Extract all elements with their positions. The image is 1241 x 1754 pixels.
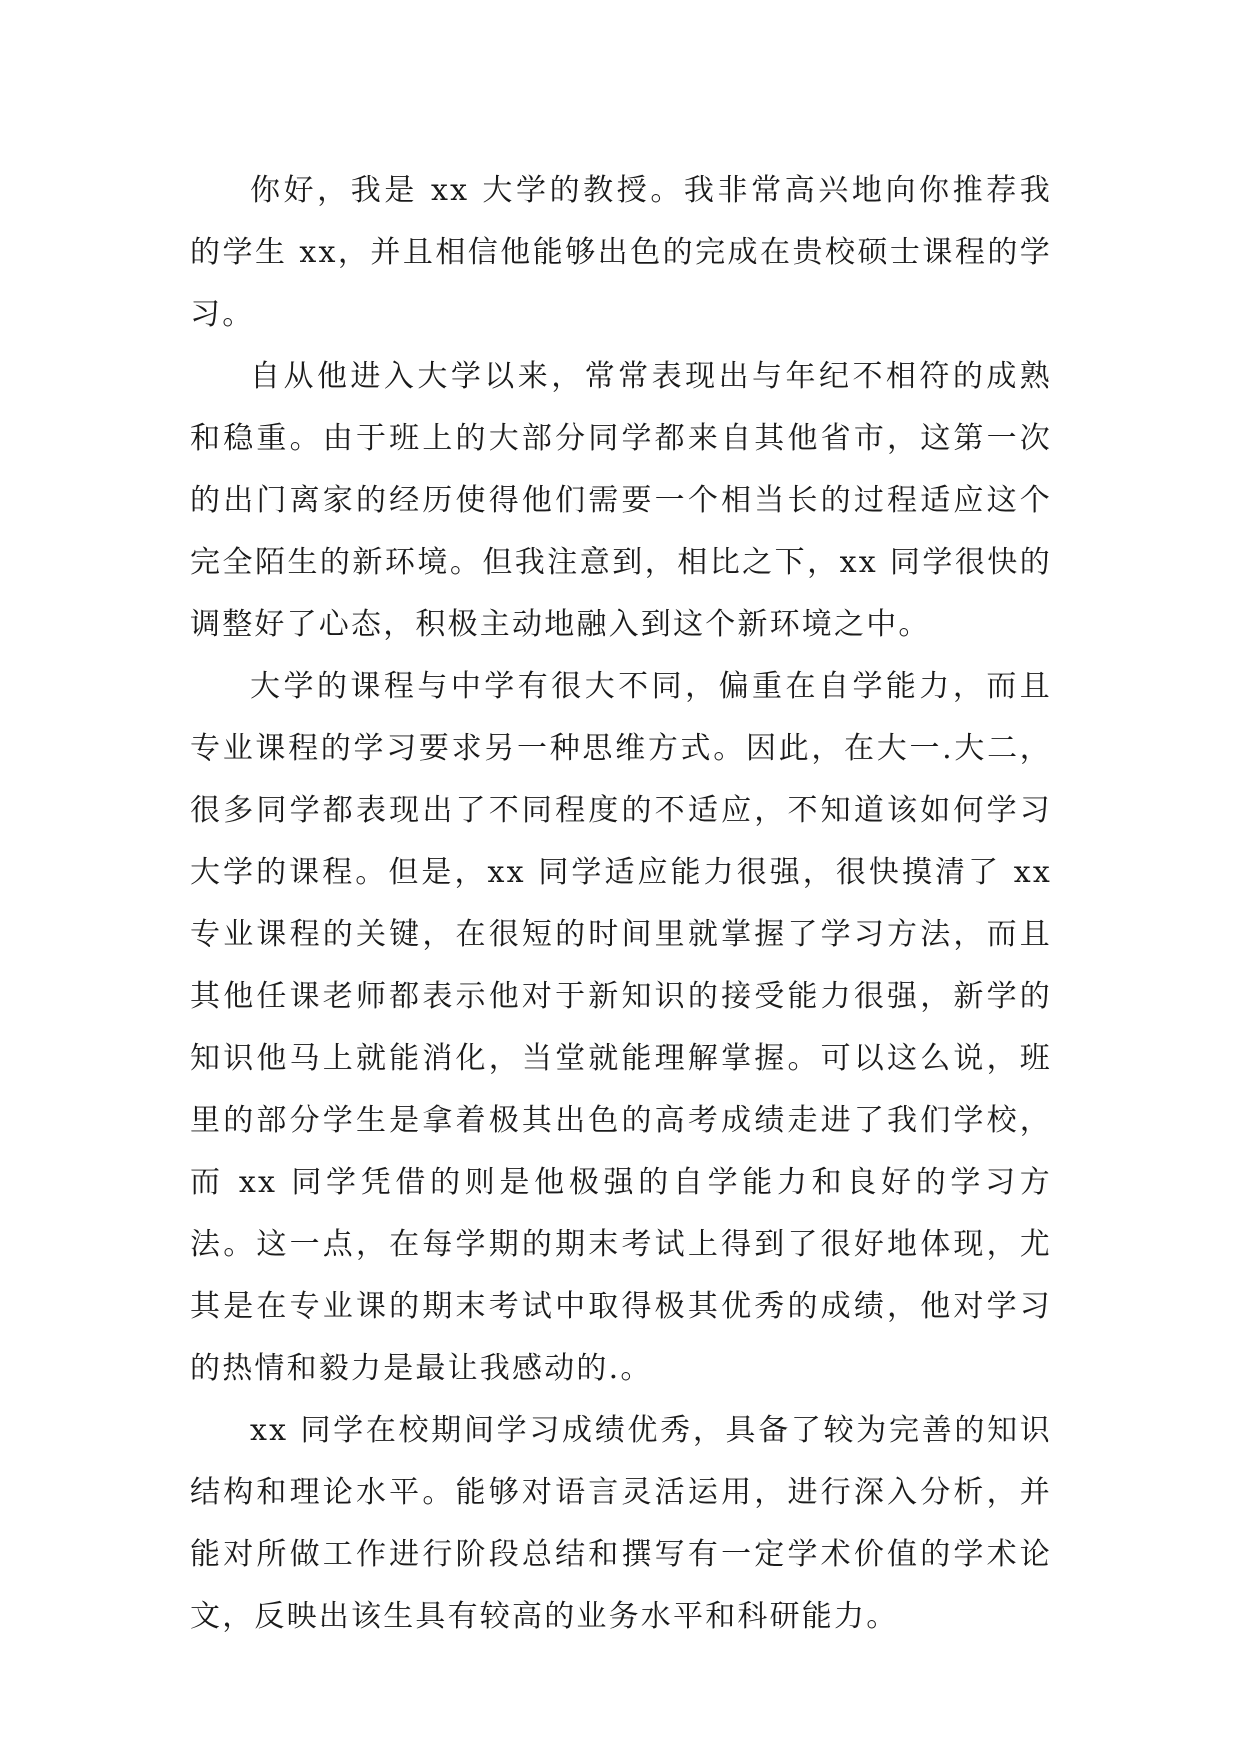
paragraph-study-ability: 大学的课程与中学有很大不同，偏重在自学能力，而且专业课程的学习要求另一种思维方式。因此，在大一.大二，很多同学都表现出了不同程度的不适应，不知道该如何学习大学的课程。但是，xx 同学适应能力很强，很快摸清了 xx 专业课程的关键，在很短的时间里就掌握了学习方法，而且其他任课老师都表示他对于新知识的接受能力很强，新学的知识他马上就能消化，当堂就能理解掌握。可以这么说，班里的部分学生是拿着极其出色的高考成绩走进了我们学校，而 xx 同学凭借的则是他极强的自学能力和良好的学习方法。这一点，在每学期的期末考试上得到了很好地体现，尤其是在专业课的期末考试中取得极其优秀的成绩，他对学习的热情和毅力是最让我感动的.。 — [190, 669, 1052, 1386]
paragraph-greeting: 你好，我是 xx 大学的教授。我非常高兴地向你推荐我的学生 xx，并且相信他能够出色的完成在贵校硕士课程的学习。 — [190, 173, 1052, 332]
letter-body — [190, 160, 1052, 1648]
paragraph-academic-level: xx 同学在校期间学习成绩优秀，具备了较为完善的知识结构和理论水平。能够对语言灵活运用，进行深入分析，并能对所做工作进行阶段总结和撰写有一定学术价值的学术论文，反映出该生具有较高的业务水平和科研能力。 — [190, 1413, 1052, 1634]
paragraph-adaptation: 自从他进入大学以来，常常表现出与年纪不相符的成熟和稳重。由于班上的大部分同学都来自其他省市，这第一次的出门离家的经历使得他们需要一个相当长的过程适应这个完全陌生的新环境。但我注意到，相比之下，xx 同学很快的调整好了心态，积极主动地融入到这个新环境之中。 — [190, 359, 1052, 642]
